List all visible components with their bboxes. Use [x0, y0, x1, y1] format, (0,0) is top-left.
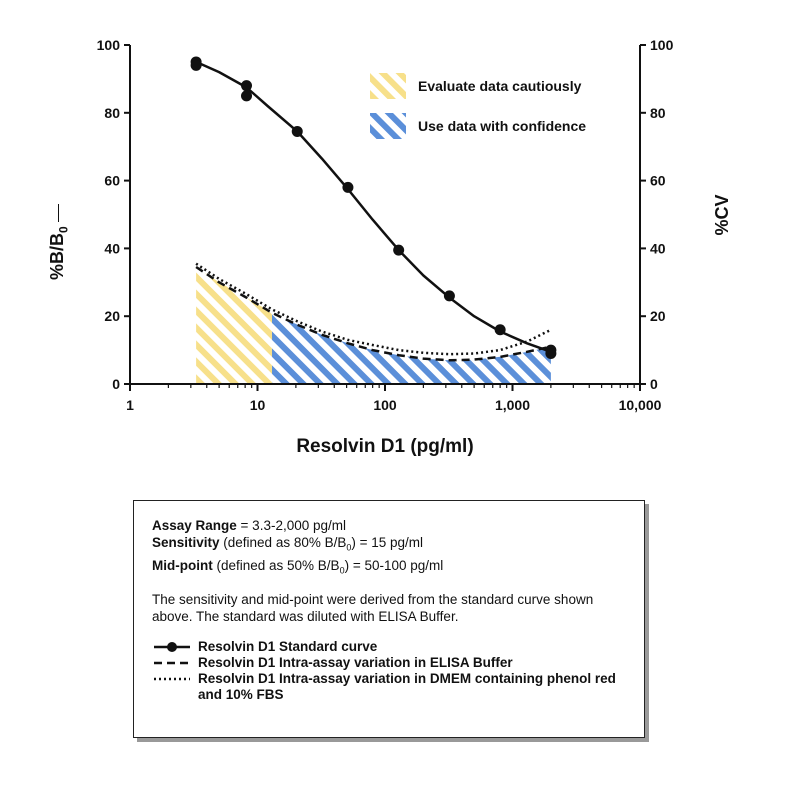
midpoint-line: Mid-point (defined as 50% $B/B_0) = 50-100$ pg/ml: [152, 557, 444, 576]
sensitivity-line: Sensitivity (defined as 80% $B/B_0) = 15$ pg/ml: [152, 535, 424, 553]
region-legend-label-0: Evaluate data cautiously: [418, 78, 582, 94]
description-text: The sensitivity and mid-point were derived from the standard curve shown above. The standard was diluted with ELISA Buffer.: [152, 592, 594, 625]
y-tick-label-left: 60: [104, 172, 120, 189]
y-tick-label-right: 20: [650, 308, 666, 325]
line-legend: [152, 639, 626, 703]
standard-point: [444, 290, 455, 301]
legend-item-elisa-buffer: Resolvin D1 Intra-assay variation in ELISA Buffer: [152, 655, 626, 671]
x-tick-label: 10,000: [618, 397, 662, 413]
dashed-line-icon: [152, 655, 192, 671]
x-axis-label: Resolvin D1 (pg/ml): [296, 436, 474, 457]
x-tick-label: 100: [373, 397, 397, 413]
standard-point: [495, 324, 506, 335]
standard-point: [241, 90, 252, 101]
assay-info-box: [133, 500, 645, 738]
region-legend-swatch-1: [370, 113, 406, 139]
y-tick-label-left: 80: [104, 104, 120, 121]
shaded-region-confident: [272, 313, 551, 384]
standard-point: [393, 245, 404, 256]
standard-point: [191, 60, 202, 71]
standard-point: [342, 182, 353, 193]
y-tick-label-left: 40: [104, 240, 120, 257]
y-tick-label-right: 80: [650, 104, 666, 121]
standard-point: [545, 348, 556, 359]
y-tick-label-right: 100: [650, 37, 674, 53]
solid-line-marker-icon: [152, 639, 192, 655]
shaded-region-cautious: [196, 267, 272, 384]
dotted-line-icon: [152, 671, 192, 687]
y-tick-label-right: 60: [650, 172, 666, 189]
x-tick-label: 10: [249, 397, 266, 413]
x-tick-label: 1,000: [494, 397, 531, 413]
standard-point: [292, 126, 303, 137]
assay-range-line: Assay Range = 3.3-2,000 pg/ml: [152, 518, 346, 533]
region-legend-label-1: Use data with confidence: [418, 118, 587, 134]
legend-item-dmem: Resolvin D1 Intra-assay variation in DMEM containing phenol red and 10% FBS: [152, 671, 626, 703]
y-axis-label-left: $\%B/B_0$: [37, 210, 77, 280]
x-tick-label: 1: [126, 397, 134, 413]
legend-item-standard-curve: Resolvin D1 Standard curve: [152, 639, 626, 655]
region-legend-swatch-0: [370, 73, 406, 99]
y-tick-label-right: 40: [650, 240, 666, 257]
y-tick-label-left: 20: [104, 308, 120, 325]
y-tick-label-left: 100: [96, 37, 120, 53]
standard-point: [241, 80, 252, 91]
y-tick-label-right: 0: [650, 376, 658, 392]
y-tick-label-left: 0: [112, 376, 120, 392]
y-axis-label-right: %CV: [712, 194, 732, 236]
